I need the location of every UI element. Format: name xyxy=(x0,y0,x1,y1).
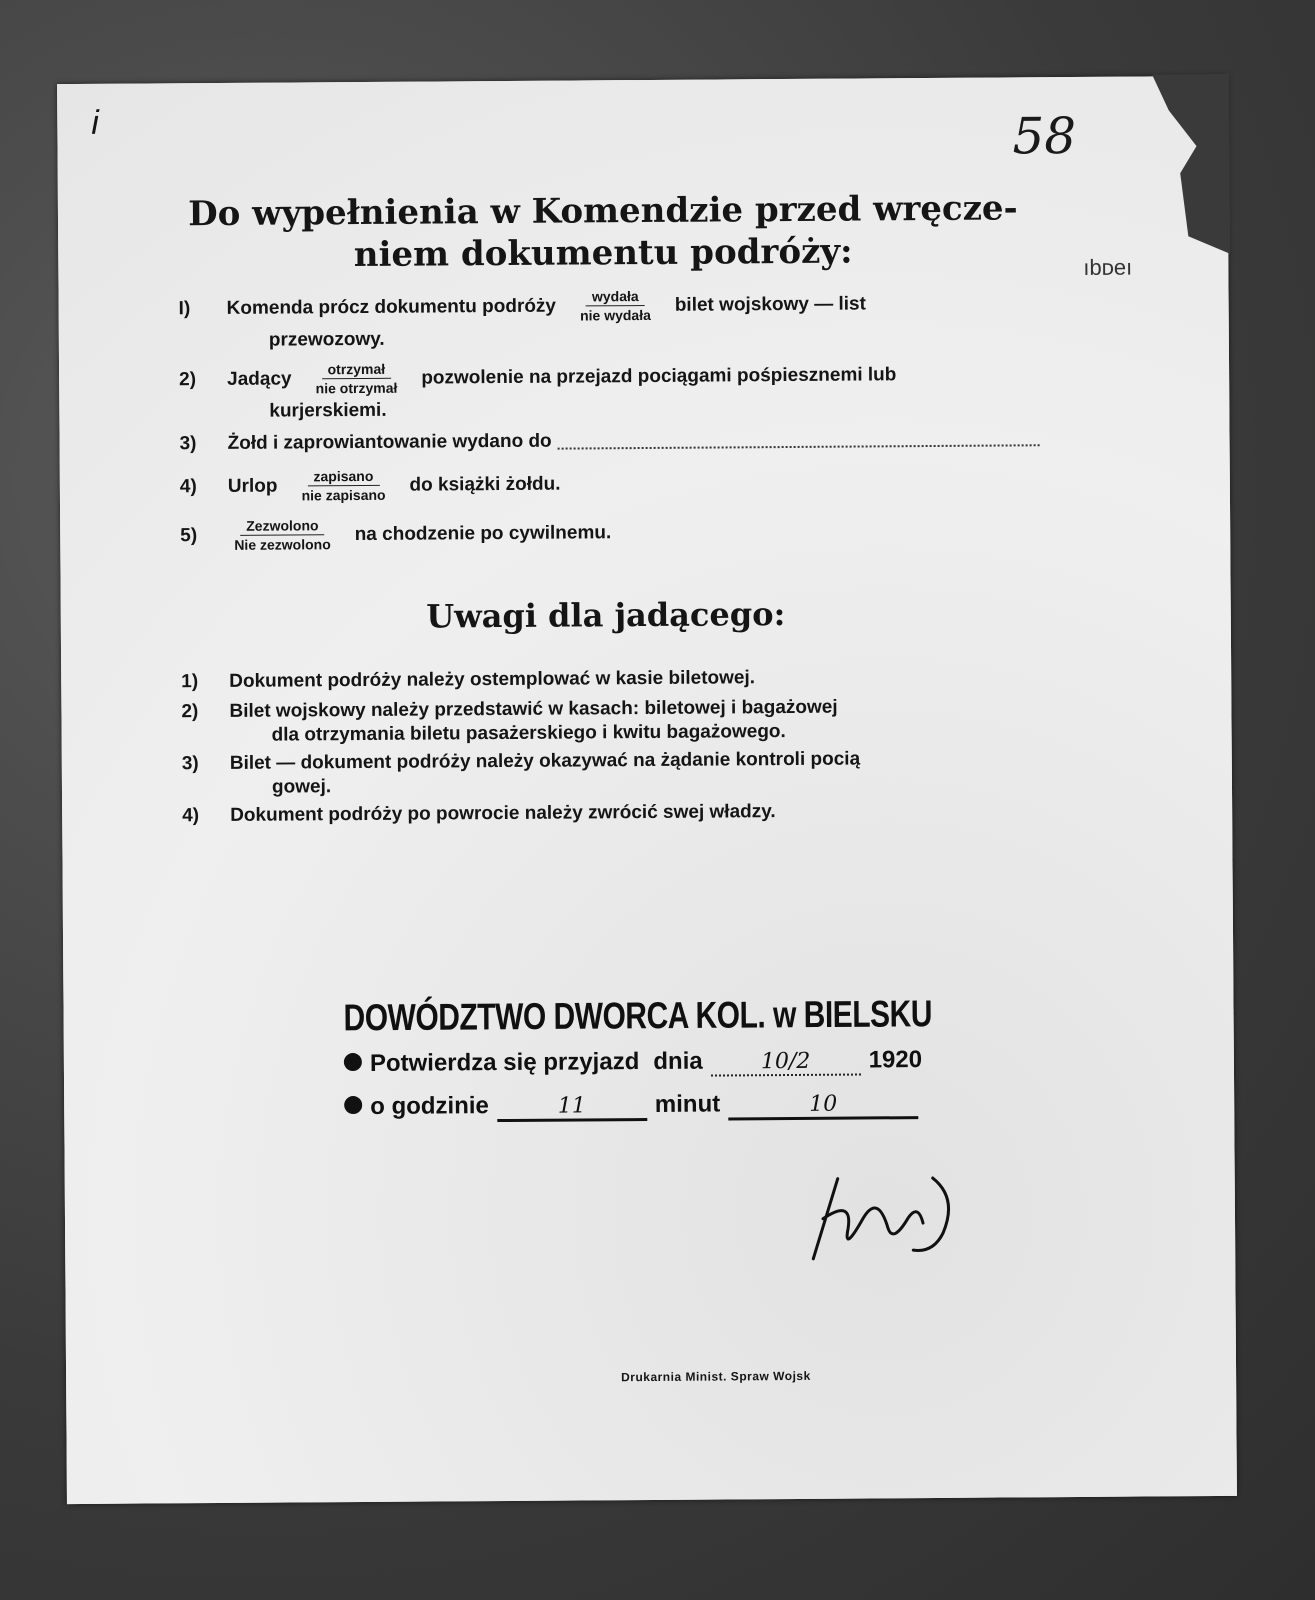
fill-in-line xyxy=(558,430,1040,449)
list-item: 3) Bilet — dokument podróży należy okazywać na żądanie kontroli pocią xyxy=(181,748,861,775)
traveler-notes-list xyxy=(181,665,1042,835)
option-fraction: $\frac{\text{Zezwolono}}{\text{Nie zezwolono}}$ xyxy=(234,517,331,553)
option-fraction: $\frac{\text{otrzymał}}{\text{nie otrzymał}}$ xyxy=(315,360,398,397)
list-item: 3) Żołd i zaprowiantowanie wydano do xyxy=(179,427,1039,455)
handwritten-page-number: 58 xyxy=(1012,106,1077,166)
notes-title: Uwagi dla jadącego: xyxy=(426,595,786,636)
stamp-confirm-line: Potwierdza się przyjazd dnia 10/2 1920 xyxy=(344,1046,984,1079)
hour-value: 11 xyxy=(497,1093,647,1122)
handwritten-signature xyxy=(793,1158,984,1269)
margin-mark: i xyxy=(91,103,100,142)
list-item: 5) $\frac{\text{Zezwolono}}{\text{Nie zezwolono}}$ na chodzenie po cywilnemu. xyxy=(180,517,612,553)
travel-document-page xyxy=(57,76,1237,1504)
edge-text: ıbᴅeı xyxy=(1083,254,1133,280)
list-item: 2) Bilet wojskowy należy przedstawić w kasach: biletowej i bagażowej xyxy=(181,696,838,723)
command-fill-list xyxy=(179,285,1041,557)
station-stamp xyxy=(343,993,984,1123)
minute-value: 10 xyxy=(728,1091,918,1120)
form-title: Do wypełnienia w Komendzie przed wręcze-niem dokumentu podróży: xyxy=(188,188,1018,276)
list-item: 1) Dokument podróży należy ostemplować w kasie biletowej. xyxy=(181,667,756,693)
list-item-continuation: kurjerskiemi. xyxy=(269,399,387,422)
option-fraction: $\frac{\text{wydała}}{\text{nie wydała}}$ xyxy=(579,288,651,324)
torn-corner xyxy=(1119,74,1230,255)
year-value: 1920 xyxy=(868,1046,923,1074)
option-fraction: $\frac{\text{zapisano}}{\text{nie zapisano}}$ xyxy=(301,467,386,504)
stamp-header: DOWÓDZTWO DWORCA KOL. w BIELSKU xyxy=(343,993,933,1040)
list-item-continuation: przewozowy. xyxy=(268,328,385,351)
list-item: 2) Jadący $\frac{\text{otrzymał}}{\text{nie otrzymał}}$ pozwolenie na przejazd pociągami pośpiesznemi lub xyxy=(179,360,897,397)
printer-imprint: Drukarnia Minist. Spraw Wojsk xyxy=(621,1368,811,1385)
stamp-bullet-icon xyxy=(344,1096,362,1114)
stamp-bullet-icon xyxy=(344,1053,362,1071)
stamp-time-line: o godzinie 11 minut 10 xyxy=(344,1089,984,1123)
date-value: 10/2 xyxy=(711,1049,861,1077)
list-item-continuation: dla otrzymania biletu pasażerskiego i kwitu bagażowego. xyxy=(271,721,786,746)
list-item: I) Komenda prócz dokumentu podróży $\frac{\text{wydała}}{\text{nie wydała}}$ bilet wojskowy — list xyxy=(178,288,866,324)
list-item-continuation: gowej. xyxy=(271,776,332,798)
list-item: 4) Dokument podróży po powrocie należy zwrócić swej władzy. xyxy=(182,801,776,827)
list-item: 4) Urlop $\frac{\text{zapisano}}{\text{nie zapisano}}$ do książki żołdu. xyxy=(179,467,561,504)
